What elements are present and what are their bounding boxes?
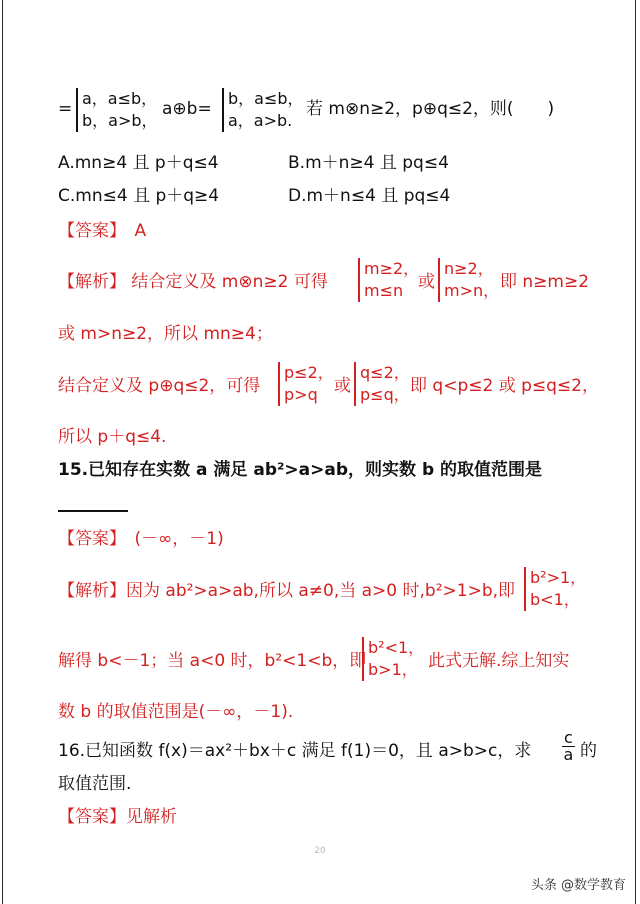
fraction-c-over-a: $\frac{c}{a}$ [563,728,574,764]
q15-analysis-line-1: 【解析】因为 ab²>a>ab,所以 a≠0,当 a>0 时,b²>1>b,即 [58,581,516,601]
q15-analysis-line-2b: 此式无解.综上知实 [428,651,570,671]
equals-sign: = [58,99,73,119]
page-border [2,0,636,904]
question-16-stem-end: 的 [580,741,597,761]
definition-case-1: a，a≤b， b，a>b， [76,88,158,132]
q14-case-c: p≤2， p>q [278,362,334,406]
question-14-answer: 【答案】 A [58,221,147,241]
question-15-stem: 15.已知存在实数 a 满足 ab²>a>ab，则实数 b 的取值范围是 [58,460,543,480]
option-c: C.mn≤4 且 p＋q≥4 [58,186,220,206]
answer-blank [58,510,128,512]
q15-analysis-line-3: 数 b 的取值范围是(－∞，－1). [58,702,294,722]
q14-case-a: m≥2， m≤n [358,258,419,302]
question-14-condition: 若 m⊗n≥2，p⊕q≤2，则( ) [306,99,555,119]
question-16-stem: 16.已知函数 f(x)＝ax²＋bx＋c 满足 f(1)＝0，且 a>b>c，求 [58,741,532,761]
page-number: 20 [314,846,326,856]
watermark: 头条 @数学教育 [530,878,626,893]
q15-case-f: b²<1， b>1， [362,637,424,681]
question-15-answer: 【答案】 (－∞，－1) [58,529,224,549]
option-d: D.m＋n≤4 且 pq≤4 [288,186,451,206]
q14-conclusion-2: 即 q<p≤2 或 p≤q≤2， [410,376,599,396]
definition-case-2: b，a≤b， a，a>b. [222,88,304,132]
q15-case-e: b²>1， b<1， [524,567,586,611]
q14-analysis-line-3: 结合定义及 p⊕q≤2，可得 [58,376,261,396]
q14-analysis-line-2: 或 m>n≥2，所以 mn≥4； [58,324,273,344]
question-16-answer: 【答案】见解析 [58,807,177,827]
q14-case-d: q≤2， p≤q， [354,362,410,406]
option-b: B.m＋n≥4 且 pq≤4 [288,153,449,173]
q14-or-1: 或 [418,272,435,292]
q14-analysis-line-1: 【解析】 结合定义及 m⊗n≥2 可得 [58,272,328,292]
q14-or-2: 或 [334,376,351,396]
q15-analysis-line-2: 解得 b<－1；当 a<0 时，b²<1<b，即 [58,651,367,671]
oplus-definition: a⊕b= [162,99,212,119]
q14-conclusion-1: 即 n≥m≥2 [500,272,590,292]
option-a: A.mn≥4 且 p＋q≤4 [58,153,219,173]
q14-case-b: n≥2， m>n， [438,258,499,302]
question-16-stem-line-2: 取值范围. [58,774,132,794]
q14-analysis-line-4: 所以 p＋q≤4. [58,427,167,447]
